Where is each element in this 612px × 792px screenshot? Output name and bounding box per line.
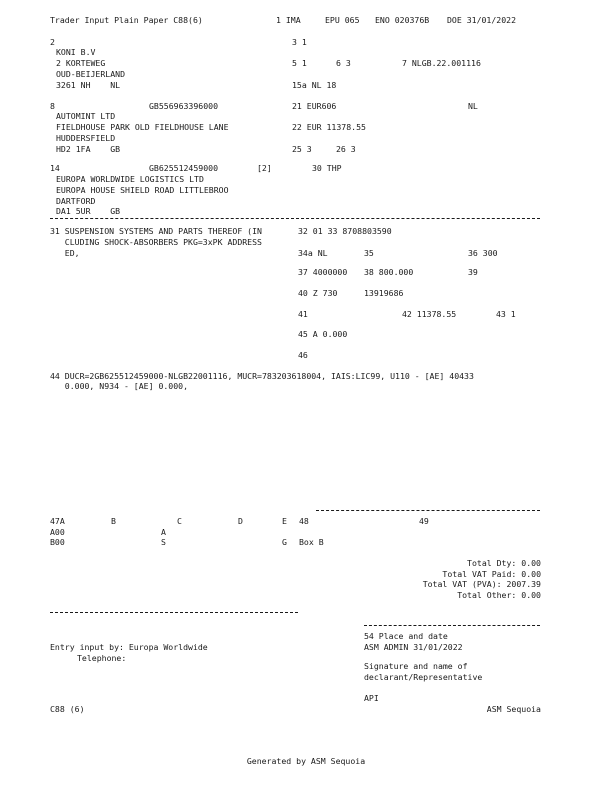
- consignor-street: 2 KORTEWEG: [56, 58, 106, 68]
- box47a-header: 47A: [50, 516, 65, 526]
- date-of-entry: DOE 31/01/2022: [447, 15, 517, 25]
- box40-reference: 13919686: [364, 288, 404, 298]
- box47c-header: C: [177, 516, 182, 526]
- box3-forms: 3 1: [292, 37, 307, 47]
- signature-caption-line-1: Signature and name of: [364, 661, 468, 671]
- box47-row2-e: G: [282, 537, 287, 547]
- box47e-header: E: [282, 516, 287, 526]
- brand-label: ASM Sequoia: [486, 704, 541, 714]
- consignee-postcode: HD2 1FA GB: [56, 144, 121, 154]
- box8-label: 8: [50, 101, 55, 111]
- box-b-label: Box B: [299, 537, 324, 547]
- total-vat-pva: Total VAT (PVA): 2007.39: [422, 579, 541, 589]
- box5-items: 5 1: [292, 58, 307, 68]
- box54-label: 54 Place and date: [364, 631, 448, 641]
- box48-rule: [316, 510, 540, 511]
- box31-description-line-3: ED,: [50, 248, 80, 258]
- section-divider: [50, 218, 540, 219]
- form-code: C88 (6): [50, 704, 85, 714]
- box2-label: 2: [50, 37, 55, 47]
- consignee-name: AUTOMINT LTD: [56, 111, 116, 121]
- box6-packages: 6 3: [336, 58, 351, 68]
- epu-number: EPU 065: [325, 15, 360, 25]
- box15a-dispatch-country: 15a NL 18: [292, 80, 337, 90]
- box44-line-1: 44 DUCR=2GB625512459000-NLGB22001116, MUCR=783203618004, IAIS:LIC99, U110 - [AE] 40433: [50, 371, 474, 381]
- declarant-eori: GB625512459000: [149, 163, 219, 173]
- box31-description-line-2: CLUDING SHOCK-ABSORBERS PKG=3xPK ADDRESS: [50, 237, 262, 247]
- box47d-header: D: [238, 516, 243, 526]
- box25-transport-mode: 25 3: [292, 144, 312, 154]
- box40-previous-document: 40 Z 730: [298, 288, 338, 298]
- signature-caption-line-2: declarant/Representative: [364, 672, 483, 682]
- telephone-label: Telephone:: [77, 653, 127, 663]
- signature-right-rule: [364, 625, 540, 626]
- box14-label: 14: [50, 163, 60, 173]
- box43-valuation-method: 43 1: [496, 309, 516, 319]
- consignee-eori: GB556963396000: [149, 101, 219, 111]
- declarant-postcode: DA1 5UR GB: [56, 206, 121, 216]
- generated-by-footer: Generated by ASM Sequoia: [246, 756, 366, 766]
- box21-transport-country: NL: [468, 101, 478, 111]
- box48-label: 48: [299, 516, 309, 526]
- consignor-postcode: 3261 NH NL: [56, 80, 121, 90]
- box37-procedure: 37 4000000: [298, 267, 348, 277]
- box47-row1-c: A: [161, 527, 166, 537]
- box47-row1-type: A00: [50, 527, 65, 537]
- box49-label: 49: [419, 516, 429, 526]
- total-duty: Total Dty: 0.00: [467, 558, 541, 568]
- declarant-name: EUROPA WORLDWIDE LOGISTICS LTD: [56, 174, 204, 184]
- box47b-header: B: [111, 516, 116, 526]
- box35-gross-mass: 35: [364, 248, 374, 258]
- box34a-origin: 34a NL: [298, 248, 328, 258]
- box1-declaration-type: 1 IMA: [276, 15, 301, 25]
- declarant-street: EUROPA HOUSE SHIELD ROAD LITTLEBROO: [56, 185, 229, 195]
- consignor-city: OUD-BEIJERLAND: [56, 69, 126, 79]
- box31-description-line-1: 31 SUSPENSION SYSTEMS AND PARTS THEREOF (IN: [50, 226, 262, 236]
- declarant-code: [2]: [257, 163, 272, 173]
- box7-reference: 7 NLGB.22.001116: [402, 58, 481, 68]
- box30-location: 30 THP: [312, 163, 342, 173]
- box47-row2-type: B00: [50, 537, 65, 547]
- consignor-name: KONI B.V: [56, 47, 96, 57]
- box44-line-2: 0.000, N934 - [AE] 0.000,: [50, 381, 189, 391]
- box22-invoice-total: 22 EUR 11378.55: [292, 122, 366, 132]
- box47-row2-c: S: [161, 537, 166, 547]
- total-vat-paid: Total VAT Paid: 0.00: [442, 569, 541, 579]
- box54-value: ASM ADMIN 31/01/2022: [364, 642, 463, 652]
- declarant-city: DARTFORD: [56, 196, 96, 206]
- box32-33-commodity: 32 01 33 8708803590: [298, 226, 392, 236]
- box38-net-mass: 38 800.000: [364, 267, 414, 277]
- form-title: Trader Input Plain Paper C88(6): [50, 15, 203, 25]
- entry-number: ENO 020376B: [375, 15, 430, 25]
- entry-input-by: Entry input by: Europa Worldwide: [50, 642, 208, 652]
- box21-transport-id: 21 EUR606: [292, 101, 337, 111]
- signature-left-rule: [50, 612, 298, 613]
- box41-supplementary-units: 41: [298, 309, 308, 319]
- consignee-city: HUDDERSFIELD: [56, 133, 116, 143]
- box39-quota: 39: [468, 267, 478, 277]
- api-label: API: [364, 693, 379, 703]
- total-other: Total Other: 0.00: [457, 590, 541, 600]
- box46-statistical-value: 46: [298, 350, 308, 360]
- box26-inland-mode: 26 3: [336, 144, 356, 154]
- box42-item-price: 42 11378.55: [402, 309, 457, 319]
- box45-adjustment: 45 A 0.000: [298, 329, 348, 339]
- box36-preference: 36 300: [468, 248, 498, 258]
- consignee-street: FIELDHOUSE PARK OLD FIELDHOUSE LANE: [56, 122, 229, 132]
